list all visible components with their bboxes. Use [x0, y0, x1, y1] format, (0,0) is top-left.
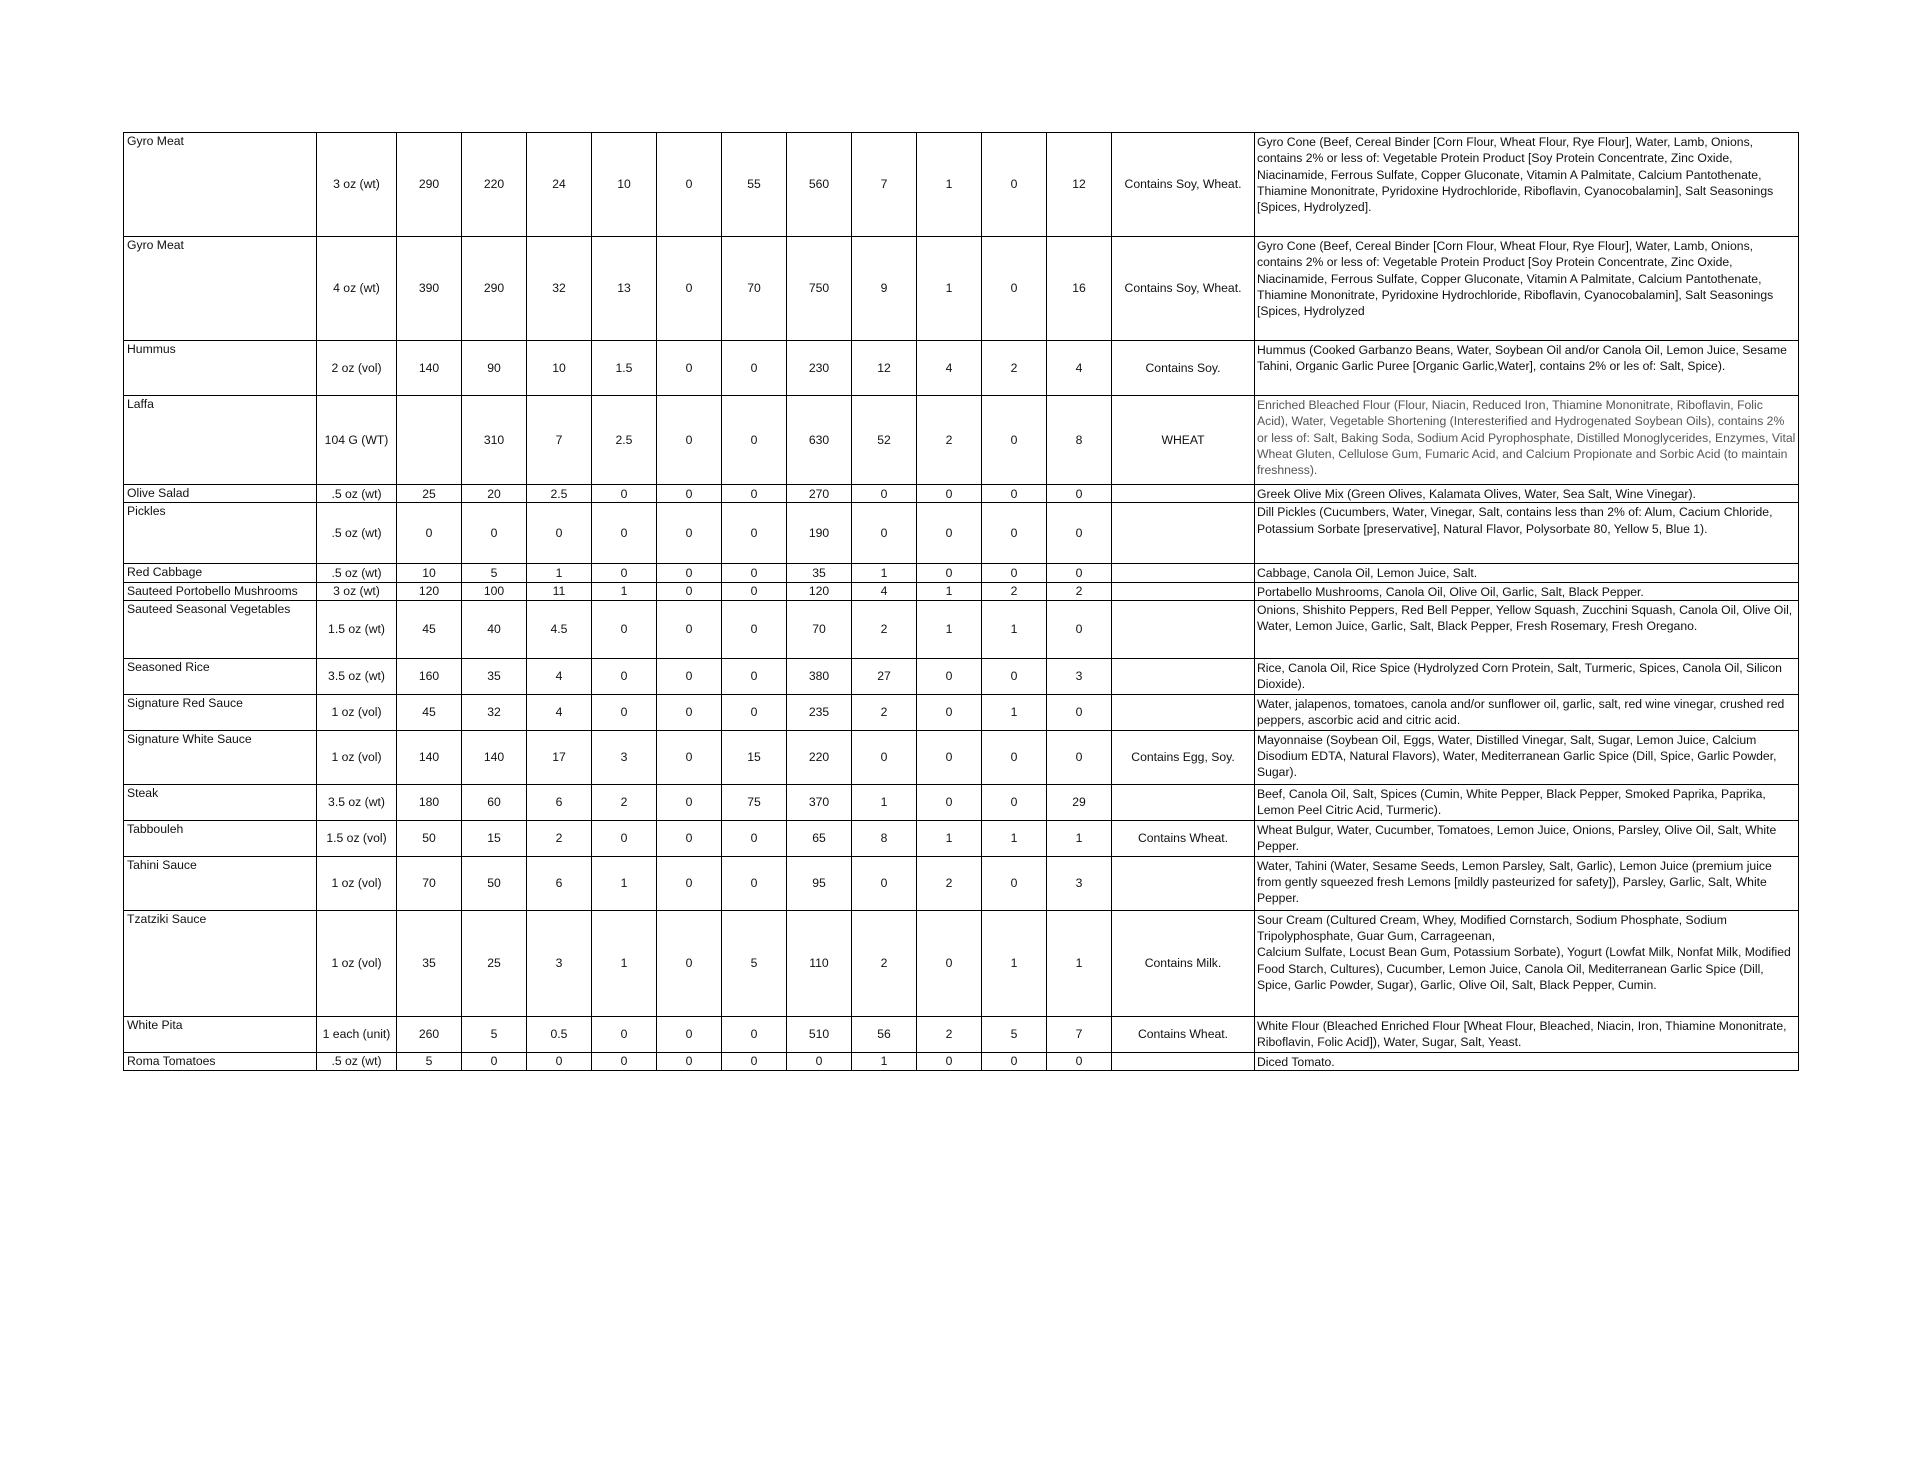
value-11: 12 — [1047, 133, 1112, 237]
value-10: 0 — [982, 485, 1047, 503]
value-7: 380 — [787, 658, 852, 694]
value-6: 0 — [722, 1052, 787, 1070]
ingredients: White Flour (Bleached Enriched Flour [Wheat Flour, Bleached, Niacin, Iron, Thiamine Mononitrate, Riboflavin, Folic Acid]), Water, Sugar, Salt, Yeast. — [1255, 1016, 1799, 1052]
value-9: 1 — [917, 582, 982, 600]
serving-size: 1 oz (vol) — [317, 856, 397, 910]
ingredients: Portabello Mushrooms, Canola Oil, Olive Oil, Garlic, Salt, Black Pepper. — [1255, 582, 1799, 600]
ingredients: Onions, Shishito Peppers, Red Bell Pepper, Yellow Squash, Zucchini Squash, Canola Oil, Olive Oil, Water, Lemon Juice, Garlic, Salt, Black Pepper, Fresh Rosemary, Fresh Oregano. — [1255, 600, 1799, 658]
value-8: 1 — [852, 784, 917, 820]
value-6: 0 — [722, 341, 787, 396]
value-1: 10 — [397, 564, 462, 582]
allergens — [1112, 658, 1255, 694]
serving-size: .5 oz (wt) — [317, 485, 397, 503]
value-1: 120 — [397, 582, 462, 600]
serving-size: 1 oz (vol) — [317, 910, 397, 1016]
value-10: 0 — [982, 730, 1047, 784]
value-2: 15 — [462, 820, 527, 856]
value-6: 0 — [722, 485, 787, 503]
value-1: 70 — [397, 856, 462, 910]
value-8: 0 — [852, 730, 917, 784]
value-11: 0 — [1047, 485, 1112, 503]
value-10: 0 — [982, 503, 1047, 564]
value-3: 6 — [527, 784, 592, 820]
value-6: 0 — [722, 600, 787, 658]
value-5: 0 — [657, 600, 722, 658]
item-name: Sauteed Portobello Mushrooms — [124, 582, 317, 600]
value-10: 0 — [982, 133, 1047, 237]
value-10: 0 — [982, 237, 1047, 341]
allergens — [1112, 856, 1255, 910]
value-7: 65 — [787, 820, 852, 856]
value-1: 180 — [397, 784, 462, 820]
value-11: 2 — [1047, 582, 1112, 600]
value-9: 1 — [917, 820, 982, 856]
value-3: 10 — [527, 341, 592, 396]
value-6: 75 — [722, 784, 787, 820]
value-4: 0 — [592, 1052, 657, 1070]
value-7: 0 — [787, 1052, 852, 1070]
ingredients: Beef, Canola Oil, Salt, Spices (Cumin, White Pepper, Black Pepper, Smoked Paprika, Paprika, Lemon Peel Citric Acid, Turmeric). — [1255, 784, 1799, 820]
value-3: 0 — [527, 503, 592, 564]
value-4: 0 — [592, 1016, 657, 1052]
value-8: 0 — [852, 485, 917, 503]
value-4: 13 — [592, 237, 657, 341]
value-9: 0 — [917, 503, 982, 564]
item-name: Signature White Sauce — [124, 730, 317, 784]
value-2: 5 — [462, 1016, 527, 1052]
item-name: Gyro Meat — [124, 237, 317, 341]
ingredients: Water, Tahini (Water, Sesame Seeds, Lemon Parsley, Salt, Garlic), Lemon Juice (premium juice from gently squeezed fresh Lemons [mildly pasteurized for safety]), Parsley, Garlic, Salt, White Pepper. — [1255, 856, 1799, 910]
value-10: 2 — [982, 341, 1047, 396]
value-5: 0 — [657, 1052, 722, 1070]
table-row — [124, 856, 1799, 910]
value-7: 510 — [787, 1016, 852, 1052]
value-4: 0 — [592, 600, 657, 658]
value-9: 0 — [917, 1052, 982, 1070]
value-5: 0 — [657, 694, 722, 730]
value-1: 160 — [397, 658, 462, 694]
value-11: 1 — [1047, 820, 1112, 856]
value-10: 0 — [982, 564, 1047, 582]
value-6: 0 — [722, 658, 787, 694]
value-4: 10 — [592, 133, 657, 237]
item-name: Red Cabbage — [124, 564, 317, 582]
table-row — [124, 133, 1799, 237]
value-10: 0 — [982, 784, 1047, 820]
value-4: 0 — [592, 658, 657, 694]
serving-size: 1 each (unit) — [317, 1016, 397, 1052]
value-6: 0 — [722, 396, 787, 485]
value-9: 2 — [917, 1016, 982, 1052]
value-7: 630 — [787, 396, 852, 485]
allergens: Contains Soy, Wheat. — [1112, 237, 1255, 341]
value-6: 0 — [722, 503, 787, 564]
value-3: 17 — [527, 730, 592, 784]
value-2: 32 — [462, 694, 527, 730]
value-3: 24 — [527, 133, 592, 237]
item-name: Tzatziki Sauce — [124, 910, 317, 1016]
table-row — [124, 396, 1799, 485]
value-8: 8 — [852, 820, 917, 856]
allergens: Contains Milk. — [1112, 910, 1255, 1016]
value-11: 8 — [1047, 396, 1112, 485]
value-9: 0 — [917, 658, 982, 694]
ingredients: Gyro Cone (Beef, Cereal Binder [Corn Flour, Wheat Flour, Rye Flour], Water, Lamb, Onions, contains 2% or less of: Vegetable Protein Product [Soy Protein Concentrate, Zinc Oxide, Niacinamide, Ferrous Sulfate, Copper Gluconate, Vitamin A Palmitate, Calcium Pantothenate, Thiamine Mononitrate, Pyridoxine Hydrochloride, Riboflavin, Cyanocobalamin], Salt Seasonings [Spices, Hydrolyzed — [1255, 237, 1799, 341]
table-row — [124, 910, 1799, 1016]
serving-size: 3.5 oz (wt) — [317, 784, 397, 820]
allergens — [1112, 485, 1255, 503]
value-4: 1.5 — [592, 341, 657, 396]
value-2: 20 — [462, 485, 527, 503]
value-9: 1 — [917, 600, 982, 658]
value-4: 2 — [592, 784, 657, 820]
value-4: 0 — [592, 503, 657, 564]
value-7: 235 — [787, 694, 852, 730]
value-1 — [397, 396, 462, 485]
value-1: 140 — [397, 341, 462, 396]
value-11: 0 — [1047, 503, 1112, 564]
table-row — [124, 582, 1799, 600]
value-1: 45 — [397, 600, 462, 658]
value-11: 0 — [1047, 600, 1112, 658]
value-10: 1 — [982, 600, 1047, 658]
value-2: 40 — [462, 600, 527, 658]
item-name: Sauteed Seasonal Vegetables — [124, 600, 317, 658]
value-2: 60 — [462, 784, 527, 820]
value-11: 16 — [1047, 237, 1112, 341]
item-name: Seasoned Rice — [124, 658, 317, 694]
serving-size: .5 oz (wt) — [317, 503, 397, 564]
allergens — [1112, 784, 1255, 820]
table-row — [124, 237, 1799, 341]
value-3: 2 — [527, 820, 592, 856]
serving-size: 1 oz (vol) — [317, 694, 397, 730]
value-3: 6 — [527, 856, 592, 910]
value-10: 1 — [982, 820, 1047, 856]
value-5: 0 — [657, 910, 722, 1016]
value-7: 270 — [787, 485, 852, 503]
serving-size: 3 oz (wt) — [317, 582, 397, 600]
serving-size: .5 oz (wt) — [317, 564, 397, 582]
table-row — [124, 1052, 1799, 1070]
item-name: Tahini Sauce — [124, 856, 317, 910]
value-2: 90 — [462, 341, 527, 396]
value-1: 5 — [397, 1052, 462, 1070]
value-9: 1 — [917, 133, 982, 237]
value-8: 1 — [852, 1052, 917, 1070]
value-11: 1 — [1047, 910, 1112, 1016]
serving-size: 1 oz (vol) — [317, 730, 397, 784]
value-11: 7 — [1047, 1016, 1112, 1052]
value-8: 2 — [852, 600, 917, 658]
value-2: 100 — [462, 582, 527, 600]
table-row — [124, 600, 1799, 658]
ingredients: Diced Tomato. — [1255, 1052, 1799, 1070]
value-8: 9 — [852, 237, 917, 341]
value-7: 230 — [787, 341, 852, 396]
value-9: 2 — [917, 396, 982, 485]
value-1: 260 — [397, 1016, 462, 1052]
value-9: 0 — [917, 910, 982, 1016]
value-7: 120 — [787, 582, 852, 600]
value-5: 0 — [657, 784, 722, 820]
item-name: Roma Tomatoes — [124, 1052, 317, 1070]
value-9: 4 — [917, 341, 982, 396]
allergens: Contains Wheat. — [1112, 1016, 1255, 1052]
value-2: 35 — [462, 658, 527, 694]
allergens: Contains Soy. — [1112, 341, 1255, 396]
value-4: 0 — [592, 485, 657, 503]
value-5: 0 — [657, 658, 722, 694]
value-10: 1 — [982, 910, 1047, 1016]
serving-size: 3 oz (wt) — [317, 133, 397, 237]
value-8: 0 — [852, 503, 917, 564]
table-row — [124, 564, 1799, 582]
value-3: 4 — [527, 694, 592, 730]
ingredients: Dill Pickles (Cucumbers, Water, Vinegar, Salt, contains less than 2% of: Alum, Cacium Chloride, Potassium Sorbate [preservative], Natural Flavor, Polysorbate 80, Yellow 5, Blue 1). — [1255, 503, 1799, 564]
allergens — [1112, 694, 1255, 730]
value-4: 1 — [592, 856, 657, 910]
serving-size: 1.5 oz (wt) — [317, 600, 397, 658]
value-2: 220 — [462, 133, 527, 237]
value-7: 95 — [787, 856, 852, 910]
table-row — [124, 341, 1799, 396]
value-6: 0 — [722, 820, 787, 856]
value-8: 27 — [852, 658, 917, 694]
value-3: 32 — [527, 237, 592, 341]
ingredients: Hummus (Cooked Garbanzo Beans, Water, Soybean Oil and/or Canola Oil, Lemon Juice, Sesame Tahini, Organic Garlic Puree [Organic Garlic,Water], contains 2% or les of: Salt, Spice). — [1255, 341, 1799, 396]
serving-size: 3.5 oz (wt) — [317, 658, 397, 694]
value-4: 1 — [592, 582, 657, 600]
value-6: 15 — [722, 730, 787, 784]
value-11: 0 — [1047, 564, 1112, 582]
value-9: 1 — [917, 237, 982, 341]
value-1: 0 — [397, 503, 462, 564]
value-5: 0 — [657, 503, 722, 564]
table-row — [124, 784, 1799, 820]
value-5: 0 — [657, 237, 722, 341]
value-4: 0 — [592, 564, 657, 582]
value-11: 0 — [1047, 694, 1112, 730]
nutrition-table — [123, 132, 1799, 1071]
value-1: 35 — [397, 910, 462, 1016]
allergens: Contains Wheat. — [1112, 820, 1255, 856]
item-name: Gyro Meat — [124, 133, 317, 237]
value-6: 0 — [722, 582, 787, 600]
value-11: 3 — [1047, 856, 1112, 910]
table-row — [124, 730, 1799, 784]
allergens: Contains Egg, Soy. — [1112, 730, 1255, 784]
value-5: 0 — [657, 730, 722, 784]
value-7: 220 — [787, 730, 852, 784]
ingredients: Gyro Cone (Beef, Cereal Binder [Corn Flour, Wheat Flour, Rye Flour], Water, Lamb, Onions, contains 2% or less of: Vegetable Protein Product [Soy Protein Concentrate, Zinc Oxide, Niacinamide, Ferrous Sulfate, Copper Gluconate, Vitamin A Palmitate, Calcium Pantothenate, Thiamine Mononitrate, Pyridoxine Hydrochloride, Riboflavin, Cyanocobalamin], Salt Seasonings [Spices, Hydrolyzed]. — [1255, 133, 1799, 237]
value-5: 0 — [657, 485, 722, 503]
value-4: 1 — [592, 910, 657, 1016]
value-10: 2 — [982, 582, 1047, 600]
value-3: 2.5 — [527, 485, 592, 503]
ingredients: Rice, Canola Oil, Rice Spice (Hydrolyzed Corn Protein, Salt, Turmeric, Spices, Canola Oil, Silicon Dioxide). — [1255, 658, 1799, 694]
ingredients: Wheat Bulgur, Water, Cucumber, Tomatoes, Lemon Juice, Onions, Parsley, Olive Oil, Salt, White Pepper. — [1255, 820, 1799, 856]
value-5: 0 — [657, 820, 722, 856]
value-11: 0 — [1047, 1052, 1112, 1070]
value-5: 0 — [657, 564, 722, 582]
value-1: 390 — [397, 237, 462, 341]
value-10: 0 — [982, 856, 1047, 910]
value-5: 0 — [657, 341, 722, 396]
ingredients: Enriched Bleached Flour (Flour, Niacin, Reduced Iron, Thiamine Mononitrate, Riboflavin, Folic Acid), Water, Vegetable Shortening (Interesterified and Hydrogenated Soybean Oils), contains 2% or less of: Salt, Baking Soda, Sodium Acid Pyrophosphate, Distilled Monoglycerides, Enzymes, Vital Wheat Gluten, Cellulose Gum, Fumaric Acid, and Calcium Propionate and Sorbic Acid (to maintain freshness). — [1255, 396, 1799, 485]
value-3: 4.5 — [527, 600, 592, 658]
value-3: 11 — [527, 582, 592, 600]
value-3: 4 — [527, 658, 592, 694]
value-10: 5 — [982, 1016, 1047, 1052]
value-6: 0 — [722, 1016, 787, 1052]
value-3: 0 — [527, 1052, 592, 1070]
allergens — [1112, 582, 1255, 600]
value-2: 25 — [462, 910, 527, 1016]
value-9: 0 — [917, 485, 982, 503]
value-3: 3 — [527, 910, 592, 1016]
table-row — [124, 820, 1799, 856]
ingredients: Water, jalapenos, tomatoes, canola and/or sunflower oil, garlic, salt, red wine vinegar, crushed red peppers, ascorbic acid and citric acid. — [1255, 694, 1799, 730]
value-1: 140 — [397, 730, 462, 784]
value-3: 0.5 — [527, 1016, 592, 1052]
value-10: 0 — [982, 658, 1047, 694]
value-8: 7 — [852, 133, 917, 237]
serving-size: .5 oz (wt) — [317, 1052, 397, 1070]
item-name: Pickles — [124, 503, 317, 564]
ingredients: Sour Cream (Cultured Cream, Whey, Modified Cornstarch, Sodium Phosphate, Sodium Tripolyphosphate, Guar Gum, Carrageenan, Calcium Sulfate, Locust Bean Gum, Potassium Sorbate), Yogurt (Lowfat Milk, Nonfat Milk, Modified Food Starch, Cultures), Cucumber, Lemon Juice, Canola Oil, Mediterranean Garlic Spice (Dill, Spice, Garlic Powder, Sugar), Garlic, Olive Oil, Salt, Black Pepper, Cumin. — [1255, 910, 1799, 1016]
value-2: 0 — [462, 503, 527, 564]
value-6: 0 — [722, 856, 787, 910]
table-row — [124, 485, 1799, 503]
value-2: 140 — [462, 730, 527, 784]
value-6: 55 — [722, 133, 787, 237]
allergens: WHEAT — [1112, 396, 1255, 485]
serving-size: 104 G (WT) — [317, 396, 397, 485]
item-name: Laffa — [124, 396, 317, 485]
ingredients: Mayonnaise (Soybean Oil, Eggs, Water, Distilled Vinegar, Salt, Sugar, Lemon Juice, Calcium Disodium EDTA, Natural Flavors), Water, Mediterranean Garlic Spice (Dill, Spice, Garlic Powder, Sugar). — [1255, 730, 1799, 784]
value-9: 0 — [917, 694, 982, 730]
item-name: Olive Salad — [124, 485, 317, 503]
value-7: 190 — [787, 503, 852, 564]
value-8: 52 — [852, 396, 917, 485]
item-name: Steak — [124, 784, 317, 820]
value-8: 12 — [852, 341, 917, 396]
value-4: 0 — [592, 820, 657, 856]
value-8: 0 — [852, 856, 917, 910]
value-9: 2 — [917, 856, 982, 910]
value-6: 0 — [722, 564, 787, 582]
value-10: 1 — [982, 694, 1047, 730]
value-6: 70 — [722, 237, 787, 341]
value-9: 0 — [917, 564, 982, 582]
value-11: 3 — [1047, 658, 1112, 694]
value-10: 0 — [982, 1052, 1047, 1070]
value-11: 0 — [1047, 730, 1112, 784]
allergens — [1112, 503, 1255, 564]
value-1: 50 — [397, 820, 462, 856]
item-name: Signature Red Sauce — [124, 694, 317, 730]
value-2: 5 — [462, 564, 527, 582]
value-7: 110 — [787, 910, 852, 1016]
serving-size: 2 oz (vol) — [317, 341, 397, 396]
value-11: 29 — [1047, 784, 1112, 820]
value-6: 0 — [722, 694, 787, 730]
value-5: 0 — [657, 582, 722, 600]
value-4: 3 — [592, 730, 657, 784]
value-8: 1 — [852, 564, 917, 582]
value-3: 7 — [527, 396, 592, 485]
value-8: 2 — [852, 694, 917, 730]
value-7: 560 — [787, 133, 852, 237]
item-name: White Pita — [124, 1016, 317, 1052]
value-7: 750 — [787, 237, 852, 341]
value-5: 0 — [657, 1016, 722, 1052]
allergens — [1112, 564, 1255, 582]
value-2: 310 — [462, 396, 527, 485]
value-2: 290 — [462, 237, 527, 341]
value-1: 25 — [397, 485, 462, 503]
value-7: 35 — [787, 564, 852, 582]
value-10: 0 — [982, 396, 1047, 485]
value-11: 4 — [1047, 341, 1112, 396]
allergens: Contains Soy, Wheat. — [1112, 133, 1255, 237]
value-1: 290 — [397, 133, 462, 237]
value-5: 0 — [657, 856, 722, 910]
value-6: 5 — [722, 910, 787, 1016]
value-8: 4 — [852, 582, 917, 600]
value-7: 70 — [787, 600, 852, 658]
allergens — [1112, 1052, 1255, 1070]
value-4: 0 — [592, 694, 657, 730]
table-row — [124, 1016, 1799, 1052]
ingredients: Greek Olive Mix (Green Olives, Kalamata Olives, Water, Sea Salt, Wine Vinegar). — [1255, 485, 1799, 503]
table-row — [124, 503, 1799, 564]
value-2: 0 — [462, 1052, 527, 1070]
value-7: 370 — [787, 784, 852, 820]
ingredients: Cabbage, Canola Oil, Lemon Juice, Salt. — [1255, 564, 1799, 582]
allergens — [1112, 600, 1255, 658]
value-2: 50 — [462, 856, 527, 910]
value-5: 0 — [657, 133, 722, 237]
table-row — [124, 658, 1799, 694]
serving-size: 1.5 oz (vol) — [317, 820, 397, 856]
table-row — [124, 694, 1799, 730]
value-8: 2 — [852, 910, 917, 1016]
item-name: Hummus — [124, 341, 317, 396]
value-4: 2.5 — [592, 396, 657, 485]
value-9: 0 — [917, 730, 982, 784]
serving-size: 4 oz (wt) — [317, 237, 397, 341]
item-name: Tabbouleh — [124, 820, 317, 856]
value-8: 56 — [852, 1016, 917, 1052]
value-3: 1 — [527, 564, 592, 582]
value-5: 0 — [657, 396, 722, 485]
value-9: 0 — [917, 784, 982, 820]
value-1: 45 — [397, 694, 462, 730]
